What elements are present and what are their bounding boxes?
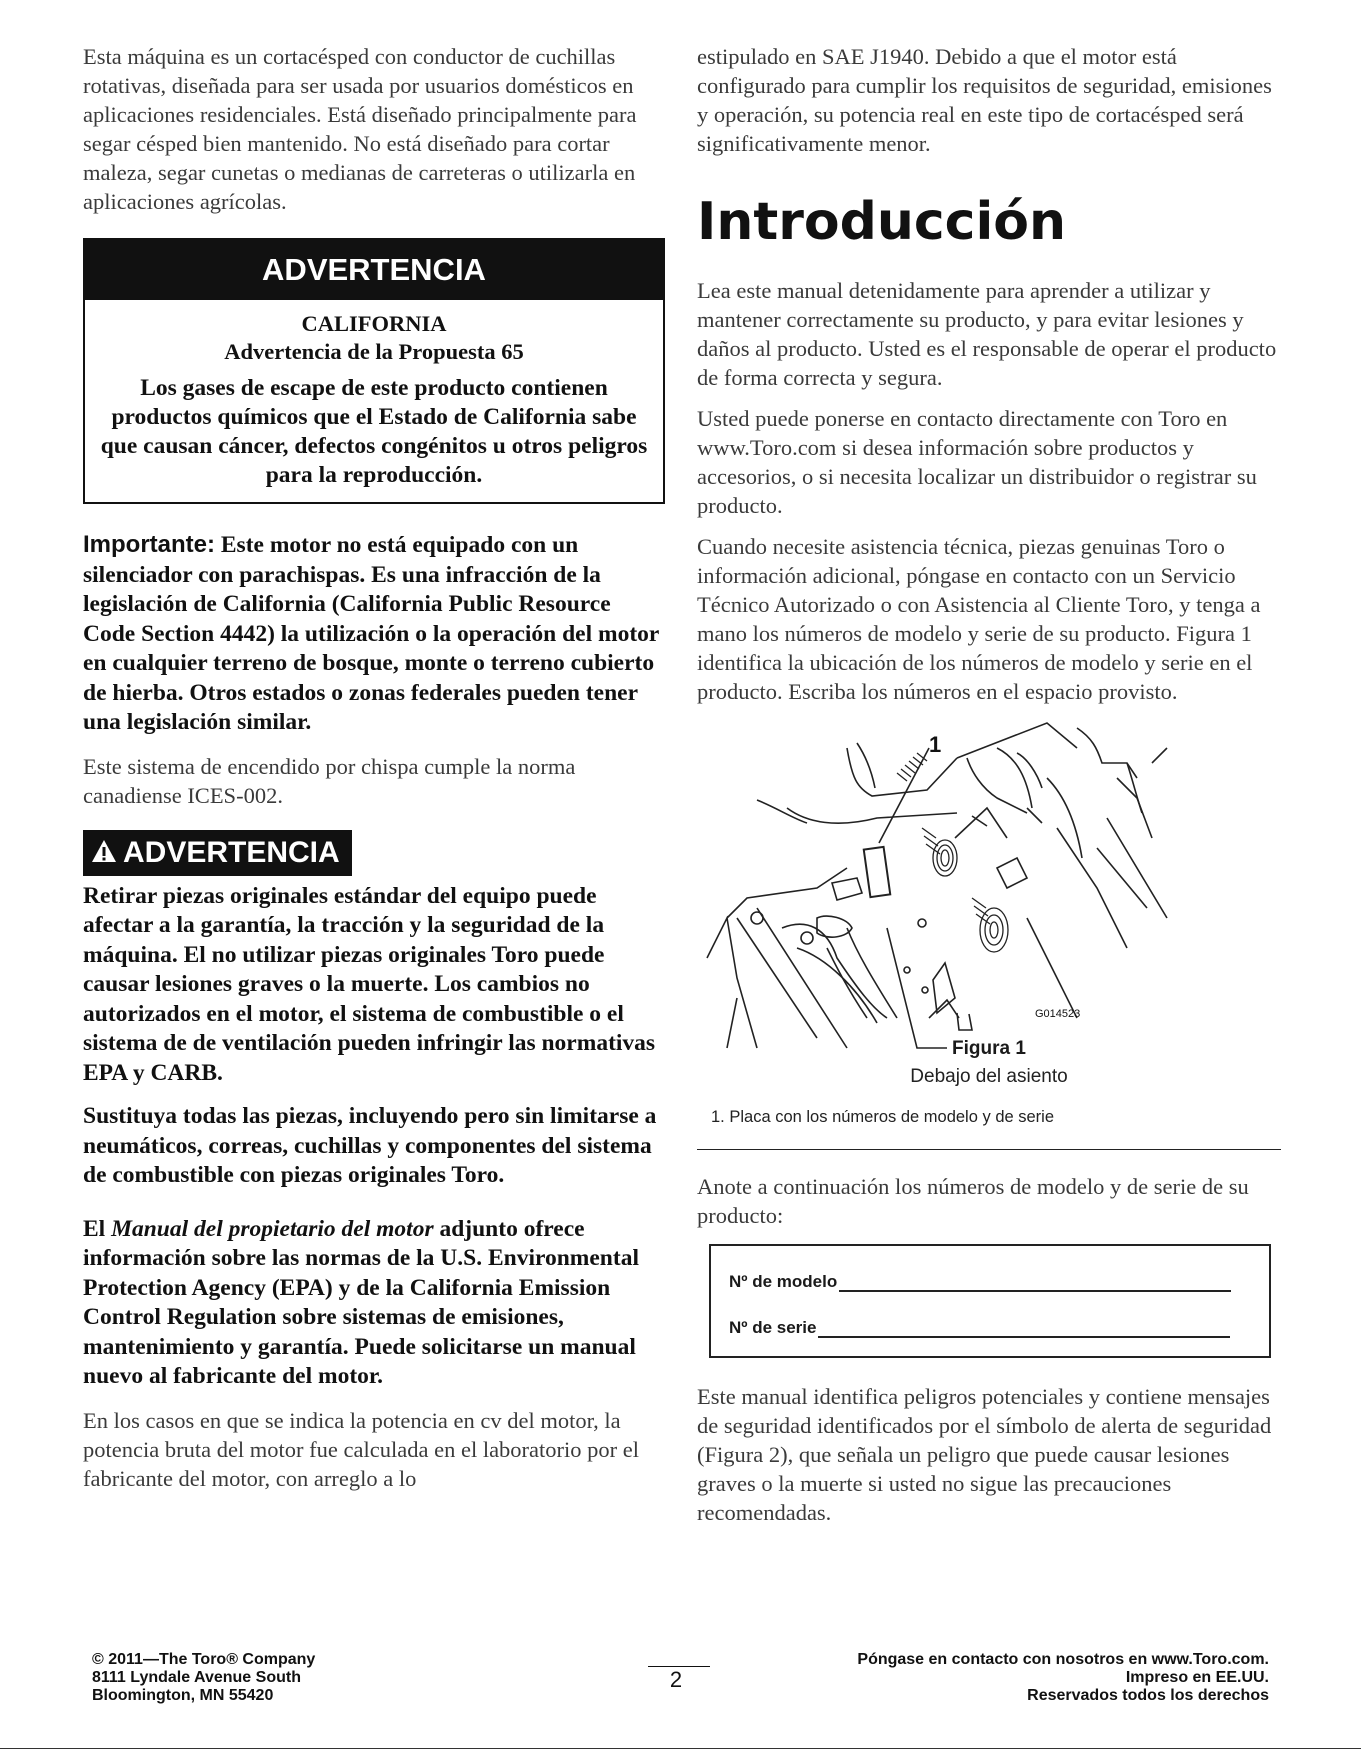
copyright-line: © 2011—The Toro® Company <box>92 1651 316 1668</box>
warning-subtitle: Advertencia de la Propuesta 65 <box>224 339 524 364</box>
figure-callout-number: 1 <box>929 732 942 757</box>
intro-paragraph: Esta máquina es un cortacésped con conductor de cuchillas rotativas, diseñada para ser usada por usuarios domésticos en aplicaciones residenciales. Está diseñado principalmente para segar césped bien mantenido. No está diseñado para cortar maleza, segar cunetas o medianas de carreteras o utilizarla en aplicaciones agrícolas. <box>83 44 637 214</box>
safety-warning-banner <box>83 830 352 876</box>
seat-underside-drawing <box>697 718 1281 1138</box>
figure-subtitle: Debajo del asiento <box>910 1066 1068 1087</box>
warning2-paragraph-1: Retirar piezas originales estándar del equipo puede afectar a la garantía, la tracción y la seguridad de la máquina. El no utilizar piezas originales Toro puede causar lesiones graves o la muerte. Los cambios no autorizados en el motor, el sistema de combustible o el sistema de de ventilación pueden infringir las normativas EPA y CARB. <box>83 882 656 1086</box>
record-numbers-paragraph: Anote a continuación los números de modelo y de serie de su producto: <box>697 1174 1249 1228</box>
safety-warning-title: ADVERTENCIA <box>123 835 340 869</box>
assistance-paragraph: Cuando necesite asistencia técnica, piezas genuinas Toro o información adicional, póngase en contacto con un Servicio Técnico Autorizado o con Asistencia al Cliente Toro, y tenga a mano los números de modelo y serie de su producto. Figura 1 identifica la ubicación de los números de modelo y serie en el producto. Escriba los números en el espacio provisto. <box>697 534 1261 704</box>
manual-pre: El <box>83 1215 112 1242</box>
safety-alert-icon <box>91 831 117 877</box>
hazard-paragraph: Este manual identifica peligros potenciales y contiene mensajes de seguridad identificados por el símbolo de alerta de seguridad (Figura 2), que señala un peligro que puede causar lesiones graves o la muerte si usted no sigue las precauciones recomendadas. <box>697 1384 1272 1525</box>
warning-title: ADVERTENCIA <box>85 240 663 300</box>
manual-title: Manual del propietario del motor <box>111 1215 434 1242</box>
serial-number-box <box>709 1244 1271 1358</box>
prop65-warning-box <box>83 238 665 504</box>
engine-manual-paragraph <box>83 1215 665 1392</box>
bottom-edge-rule <box>0 1748 1361 1749</box>
figure-code: G014523 <box>1035 1008 1081 1020</box>
model-number-label: Nº de modelo <box>729 1272 838 1291</box>
warning-content <box>85 300 663 502</box>
figure-title: Figura 1 <box>952 1038 1026 1059</box>
serial-number-label: Nº de serie <box>729 1318 817 1337</box>
printed-line: Impreso en EE.UU. <box>1125 1669 1269 1686</box>
importante-text: Este motor no está equipado con un silenciador con parachispas. Es una infracción de la legislación de California (California Public Resource Code Section 4442) la utilización o la operación del motor en cualquier terreno de bosque, monte o terreno cubierto de hierba. Otros estados o zonas federales pueden tener una legislación similar. <box>83 532 659 735</box>
city-line: Bloomington, MN 55420 <box>92 1687 274 1704</box>
footer-company-info <box>92 1651 315 1705</box>
footer-contact-info <box>857 1651 1269 1705</box>
importante-label: Importante: <box>83 531 215 558</box>
serial-number-row <box>729 1318 1230 1338</box>
page-number: 2 <box>669 1667 683 1692</box>
power-continued-paragraph: estipulado en SAE J1940. Debido a que el motor está configurado para cumplir los requisitos de seguridad, emisiones y operación, su potencia real en este tipo de cortacésped será significativamente menor. <box>697 44 1272 156</box>
intro-read-paragraph: Lea este manual detenidamente para aprender a utilizar y mantener correctamente su producto, y para evitar lesiones y daños al producto. Usted es el responsable de operar el producto de forma correcta y segura. <box>697 278 1277 390</box>
importante-paragraph <box>83 530 665 738</box>
model-number-line[interactable] <box>839 1275 1231 1292</box>
power-paragraph: En los casos en que se indica la potencia en cv del motor, la potencia bruta del motor fue calculada en el laboratorio por el fabricante del motor, con arreglo a lo <box>83 1407 640 1491</box>
figure-legend-item: 1. Placa con los números de modelo y de serie <box>711 1108 1055 1126</box>
manual-post: adjunto ofrece información sobre las normas de la U.S. Environmental Protection Agency (EPA) y de la California Emission Control Regulation sobre sistemas de emisiones, mantenimiento y garantía. Puede solicitarse un manual nuevo al fabricante del motor. <box>83 1215 639 1389</box>
address-line: 8111 Lyndale Avenue South <box>92 1669 301 1686</box>
section-heading: Introducción <box>697 192 1067 252</box>
warning-body: Los gases de escape de este producto contienen productos químicos que el Estado de California sabe que causan cáncer, defectos congénitos u otros peligros para la reproducción. <box>100 375 648 488</box>
model-number-row <box>729 1272 1231 1292</box>
left-column <box>83 42 665 1505</box>
figure-1-illustration <box>697 718 1281 1138</box>
right-column <box>697 42 1281 1539</box>
serial-number-line[interactable] <box>818 1321 1230 1338</box>
ices-paragraph: Este sistema de encendido por chispa cumple la norma canadiense ICES-002. <box>83 753 576 808</box>
warning2-paragraph-2: Sustituya todas las piezas, incluyendo pero sin limitarse a neumáticos, correas, cuchillas y componentes del sistema de combustible con piezas originales Toro. <box>83 1103 657 1188</box>
warning-state: CALIFORNIA <box>301 311 447 336</box>
rights-line: Reservados todos los derechos <box>1027 1687 1269 1704</box>
contact-paragraph: Usted puede ponerse en contacto directamente con Toro en www.Toro.com si desea información sobre productos y accesorios, o si necesita localizar un distribuidor o registrar su producto. <box>697 406 1257 518</box>
section-divider <box>697 1149 1281 1150</box>
contact-line: Póngase en contacto con nosotros en www.Toro.com. <box>857 1651 1269 1668</box>
